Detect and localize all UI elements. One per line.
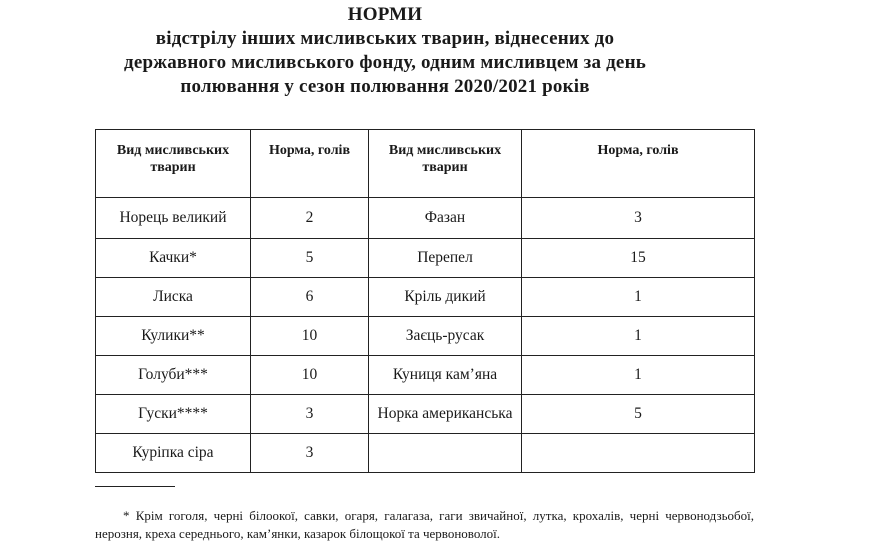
- species-cell: Гуски****: [96, 395, 251, 434]
- norm-cell: 3: [522, 198, 755, 239]
- norm-cell: 5: [251, 239, 369, 278]
- species-cell: Фазан: [369, 198, 522, 239]
- norm-cell: 10: [251, 317, 369, 356]
- norm-cell: 6: [251, 278, 369, 317]
- species-cell: Лиска: [96, 278, 251, 317]
- table-row: [96, 434, 755, 473]
- table-row: [96, 356, 755, 395]
- table-row: [96, 239, 755, 278]
- norm-cell: 2: [251, 198, 369, 239]
- species-cell: Куріпка сіра: [96, 434, 251, 473]
- species-cell: Перепел: [369, 239, 522, 278]
- species-cell: Голуби***: [96, 356, 251, 395]
- title-line-1: відстрілу інших мисливських тварин, віднесених до: [155, 28, 615, 49]
- column-header-species-left: Вид мисливських тварин: [96, 130, 251, 198]
- species-cell: Норка американська: [369, 395, 522, 434]
- norm-cell: 10: [251, 356, 369, 395]
- title-line-2: державного мисливського фонду, одним мисливцем за день: [124, 52, 646, 73]
- norm-cell: 5: [522, 395, 755, 434]
- norm-cell: 3: [251, 434, 369, 473]
- footnote-text: * Крім гоголя, чернi білоокої, савки, огаря, галагаза, гаги звичайної, лутка, крохалів, чернi червонодзьобої, нерозня, креха середнього, кам’янки, казарок білощокої та червоноволої.: [95, 508, 754, 541]
- norm-cell: 1: [522, 317, 755, 356]
- table-row: [96, 395, 755, 434]
- footnote-divider: [95, 486, 175, 487]
- title-line-3: полювання у сезон полювання 2020/2021 років: [180, 76, 590, 97]
- species-cell: Заєць-русак: [369, 317, 522, 356]
- column-header-norm-left: Норма, голів: [251, 130, 369, 198]
- species-cell: Куниця кам’яна: [369, 356, 522, 395]
- species-cell: Качки*: [96, 239, 251, 278]
- species-cell: [369, 434, 522, 473]
- species-cell: Норець великий: [96, 198, 251, 239]
- column-header-species-right: Вид мисливських тварин: [369, 130, 522, 198]
- table-row: [96, 198, 755, 239]
- species-cell: Кулики**: [96, 317, 251, 356]
- norm-cell: 1: [522, 356, 755, 395]
- table-header-row: [96, 130, 755, 198]
- norm-cell: 1: [522, 278, 755, 317]
- norm-cell: 3: [251, 395, 369, 434]
- norms-table: [95, 129, 755, 473]
- table-row: [96, 317, 755, 356]
- title-heading: НОРМИ: [347, 4, 423, 25]
- species-cell: Кріль дикий: [369, 278, 522, 317]
- table-row: [96, 278, 755, 317]
- norm-cell: 15: [522, 239, 755, 278]
- norm-cell: [522, 434, 755, 473]
- column-header-norm-right: Норма, голів: [522, 130, 755, 198]
- document-title: [0, 3, 770, 99]
